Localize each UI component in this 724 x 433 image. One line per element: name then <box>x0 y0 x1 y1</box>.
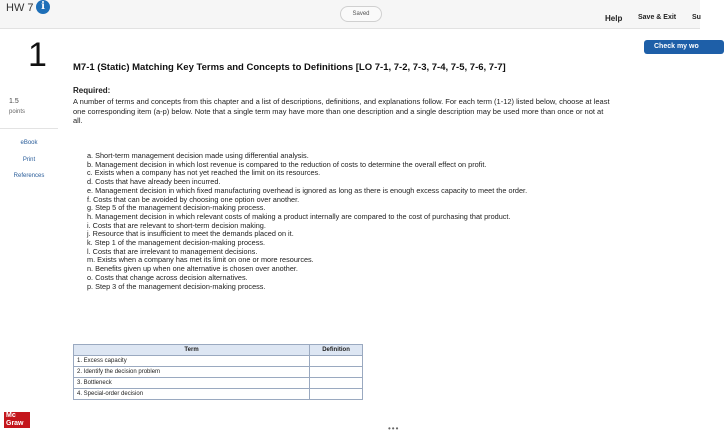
help-link[interactable]: Help <box>605 14 623 23</box>
definition-item: f. Costs that can be avoided by choosing one option over another. <box>87 194 300 204</box>
required-text: A number of terms and concepts from this chapter and a list of descriptions, definitions, and explanations follow. For each term (1-12) listed below, choose at least one corresponding item (a-p) below. Note that a single term may have more than one description and a single description may be used more than once or not at all. <box>73 97 610 125</box>
table-row <box>74 356 363 367</box>
question-title: M7-1 (Static) Matching Key Terms and Concepts to Definitions [LO 7-1, 7-2, 7-3, 7-4, 7-5, 7-6, 7-7] <box>73 62 506 73</box>
term-cell: 2. Identify the decision problem <box>74 367 310 378</box>
term-cell: 1. Excess capacity <box>74 356 310 367</box>
matching-table <box>73 344 363 400</box>
points-value: 1.5 <box>9 98 19 105</box>
definition-item: m. Exists when a company has met its limit on one or more resources. <box>87 255 314 265</box>
definition-item: p. Step 3 of the management decision-making process. <box>87 281 266 291</box>
required-label: Required: <box>73 86 111 95</box>
definition-item: j. Resource that is insufficient to meet the demands placed on it. <box>87 229 294 239</box>
definition-item: i. Costs that are relevant to short-term decision making. <box>87 220 266 230</box>
term-cell: 4. Special-order decision <box>74 389 310 400</box>
points-label: points <box>9 109 26 115</box>
references-link[interactable]: References <box>13 173 45 179</box>
top-bar <box>0 0 700 29</box>
check-my-work-button[interactable]: Check my wo <box>644 40 724 54</box>
definition-item: k. Step 1 of the management decision-making process. <box>87 238 266 248</box>
question-number: 1 <box>28 36 47 74</box>
info-icon[interactable]: i <box>36 0 50 14</box>
definition-item: d. Costs that have already been incurred. <box>87 177 221 187</box>
definition-item: h. Management decision in which relevant costs of making a product internally are compared to the cost of purchasing that product. <box>87 211 511 221</box>
term-column-header: Term <box>74 345 310 356</box>
definition-input[interactable] <box>310 367 363 378</box>
definition-item: n. Benefits given up when one alternative is chosen over another. <box>87 264 298 274</box>
submit-button[interactable]: Su <box>692 14 701 21</box>
definition-input[interactable] <box>310 389 363 400</box>
table-row <box>74 389 363 400</box>
table-row <box>74 378 363 389</box>
ebook-link[interactable]: eBook <box>20 140 38 146</box>
term-cell: 3. Bottleneck <box>74 378 310 389</box>
definition-item: e. Management decision in which fixed manufacturing overhead is ignored as long as there is enough excess capacity to meet the order. <box>87 185 528 195</box>
sidebar-divider <box>0 128 58 129</box>
print-link[interactable]: Print <box>22 157 36 163</box>
definition-item: c. Exists when a company has not yet reached the limit on its resources. <box>87 168 321 178</box>
saved-status: Saved <box>340 6 382 22</box>
assignment-title: HW 7 <box>6 2 34 14</box>
definition-item: l. Costs that are irrelevant to management decisions. <box>87 246 258 256</box>
definitions-list <box>87 152 617 291</box>
more-indicator: ••• <box>388 424 400 433</box>
table-row <box>74 367 363 378</box>
definition-item: a. Short-term management decision made using differential analysis. <box>87 151 309 160</box>
mcgraw-logo: Mc Graw <box>4 412 30 428</box>
definition-item: g. Step 5 of the management decision-making process. <box>87 203 266 213</box>
save-exit-button[interactable]: Save & Exit <box>638 14 677 21</box>
definition-input[interactable] <box>310 378 363 389</box>
definition-item: o. Costs that change across decision alternatives. <box>87 272 248 282</box>
definition-column-header: Definition <box>310 345 363 356</box>
definition-input[interactable] <box>310 356 363 367</box>
definition-item: b. Management decision in which lost revenue is compared to the reduction of costs to determine the overall effect on profit. <box>87 159 487 169</box>
